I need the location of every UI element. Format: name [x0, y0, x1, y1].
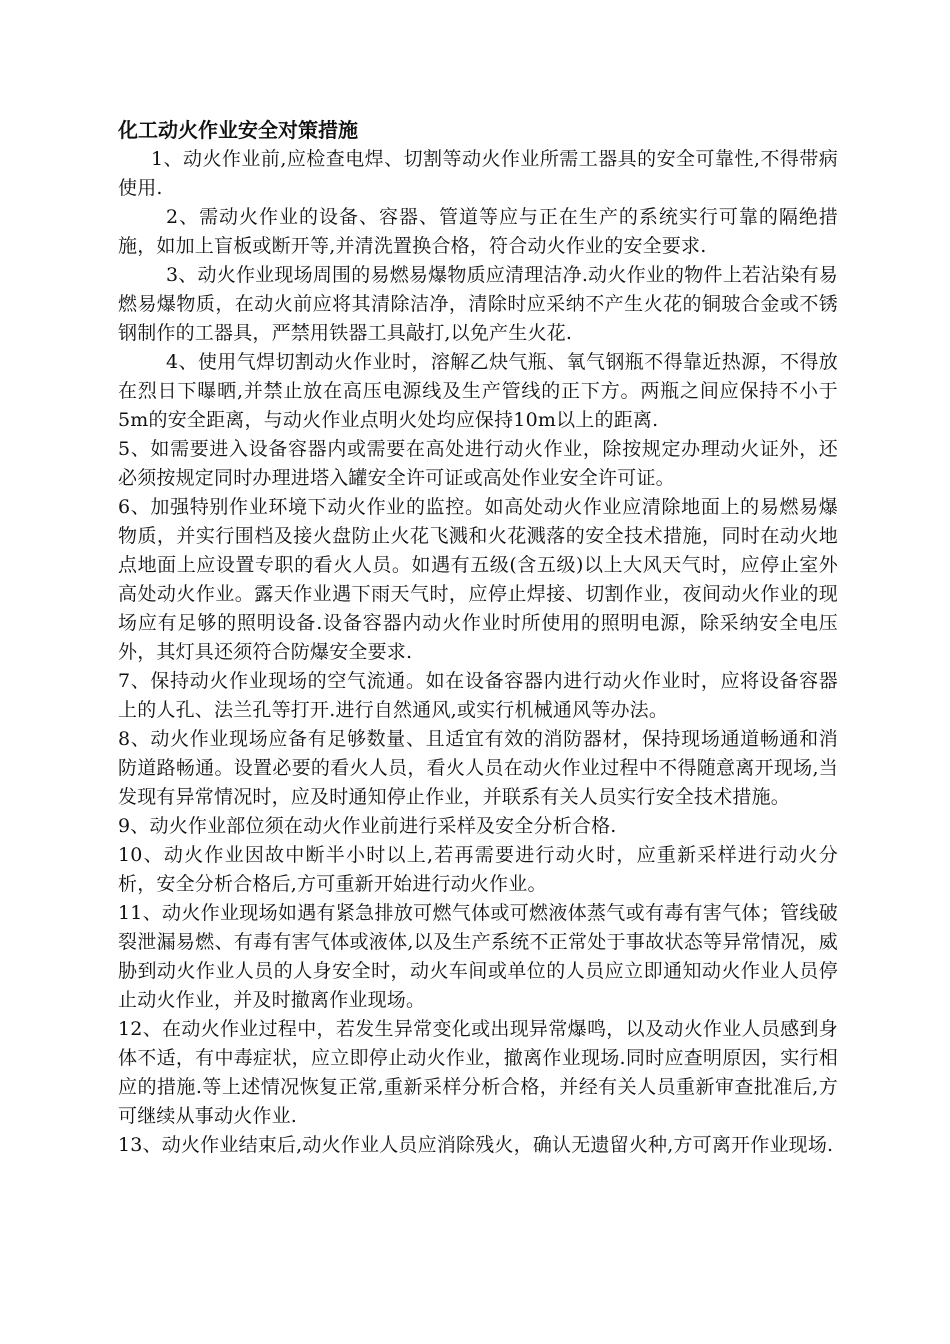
paragraph-12: 12、在动火作业过程中，若发生异常变化或出现异常爆鸣，以及动火作业人员感到身体不适，有中毒症状，应立即停止动火作业，撤离作业现场.同时应查明原因，实行相应的措施.等上述情况恢复正常,重新采样分析合格，并经有关人员重新审查批准后,方可继续从事动火作业.	[118, 1018, 838, 1127]
paragraph-8: 8、动火作业现场应备有足够数量、且适宜有效的消防器材，保持现场通道畅通和消防道路畅通。设置必要的看火人员，看火人员在动火作业过程中不得随意离开现场,当发现有异常情况时，应及时通知停止作业，并联系有关人员实行安全技术措施。	[118, 728, 838, 808]
paragraph-4: 4、使用气焊切割动火作业时，溶解乙炔气瓶、氧气钢瓶不得靠近热源，不得放在烈日下曝晒,并禁止放在高压电源线及生产管线的正下方。两瓶之间应保持不小于5m的安全距离，与动火作业点明火处均应保持10m以上的距离.	[118, 351, 838, 431]
paragraph-13: 13、动火作业结束后,动火作业人员应消除残火，确认无遗留火种,方可离开作业现场.	[118, 1134, 834, 1156]
paragraph-2: 2、需动火作业的设备、容器、管道等应与正在生产的系统实行可靠的隔绝措施，如加上盲板或断开等,并清洗置换合格，符合动火作业的安全要求.	[118, 206, 838, 257]
paragraph-11: 11、动火作业现场如遇有紧急排放可燃气体或可燃液体蒸气或有毒有害气体；管线破裂泄漏易燃、有毒有害气体或液体,以及生产系统不正常处于事故状态等异常情况，威胁到动火作业人员的人身安全时，动火车间或单位的人员应立即通知动火作业人员停止动火作业，并及时撤离作业现场。	[118, 902, 838, 1011]
document-title: 化工动火作业安全对策措施	[118, 118, 358, 142]
paragraph-7: 7、保持动火作业现场的空气流通。如在设备容器内进行动火作业时，应将设备容器上的人孔、法兰孔等打开.进行自然通风,或实行机械通风等办法。	[118, 670, 838, 721]
paragraph-5: 5、如需要进入设备容器内或需要在高处进行动火作业，除按规定办理动火证外，还必须按规定同时办理进塔入罐安全许可证或高处作业安全许可证。	[118, 438, 838, 489]
paragraph-1: 1、动火作业前,应检查电焊、切割等动火作业所需工器具的安全可靠性,不得带病使用.	[118, 148, 838, 199]
paragraph-9: 9、动火作业部位须在动火作业前进行采样及安全分析合格.	[118, 815, 617, 837]
paragraph-10: 10、动火作业因故中断半小时以上,若再需要进行动火时，应重新采样进行动火分析，安全分析合格后,方可重新开始进行动火作业。	[118, 844, 838, 895]
paragraph-3: 3、动火作业现场周围的易燃易爆物质应清理洁净.动火作业的物件上若沾染有易燃易爆物质，在动火前应将其清除洁净，清除时应采纳不产生火花的铜玻合金或不锈钢制作的工器具，严禁用铁器工具敲打,以免产生火花.	[118, 264, 838, 344]
paragraph-6: 6、加强特别作业环境下动火作业的监控。如高处动火作业应清除地面上的易燃易爆物质，并实行围档及接火盘防止火花飞溅和火花溅落的安全技术措施，同时在动火地点地面上应设置专职的看火人员。如遇有五级(含五级)以上大风天气时，应停止室外高处动火作业。露天作业遇下雨天气时，应停止焊接、切割作业，夜间动火作业的现场应有足够的照明设备.设备容器内动火作业时所使用的照明电源，除采纳安全电压外，其灯具还须符合防爆安全要求.	[118, 496, 838, 663]
document-body	[118, 116, 838, 1160]
